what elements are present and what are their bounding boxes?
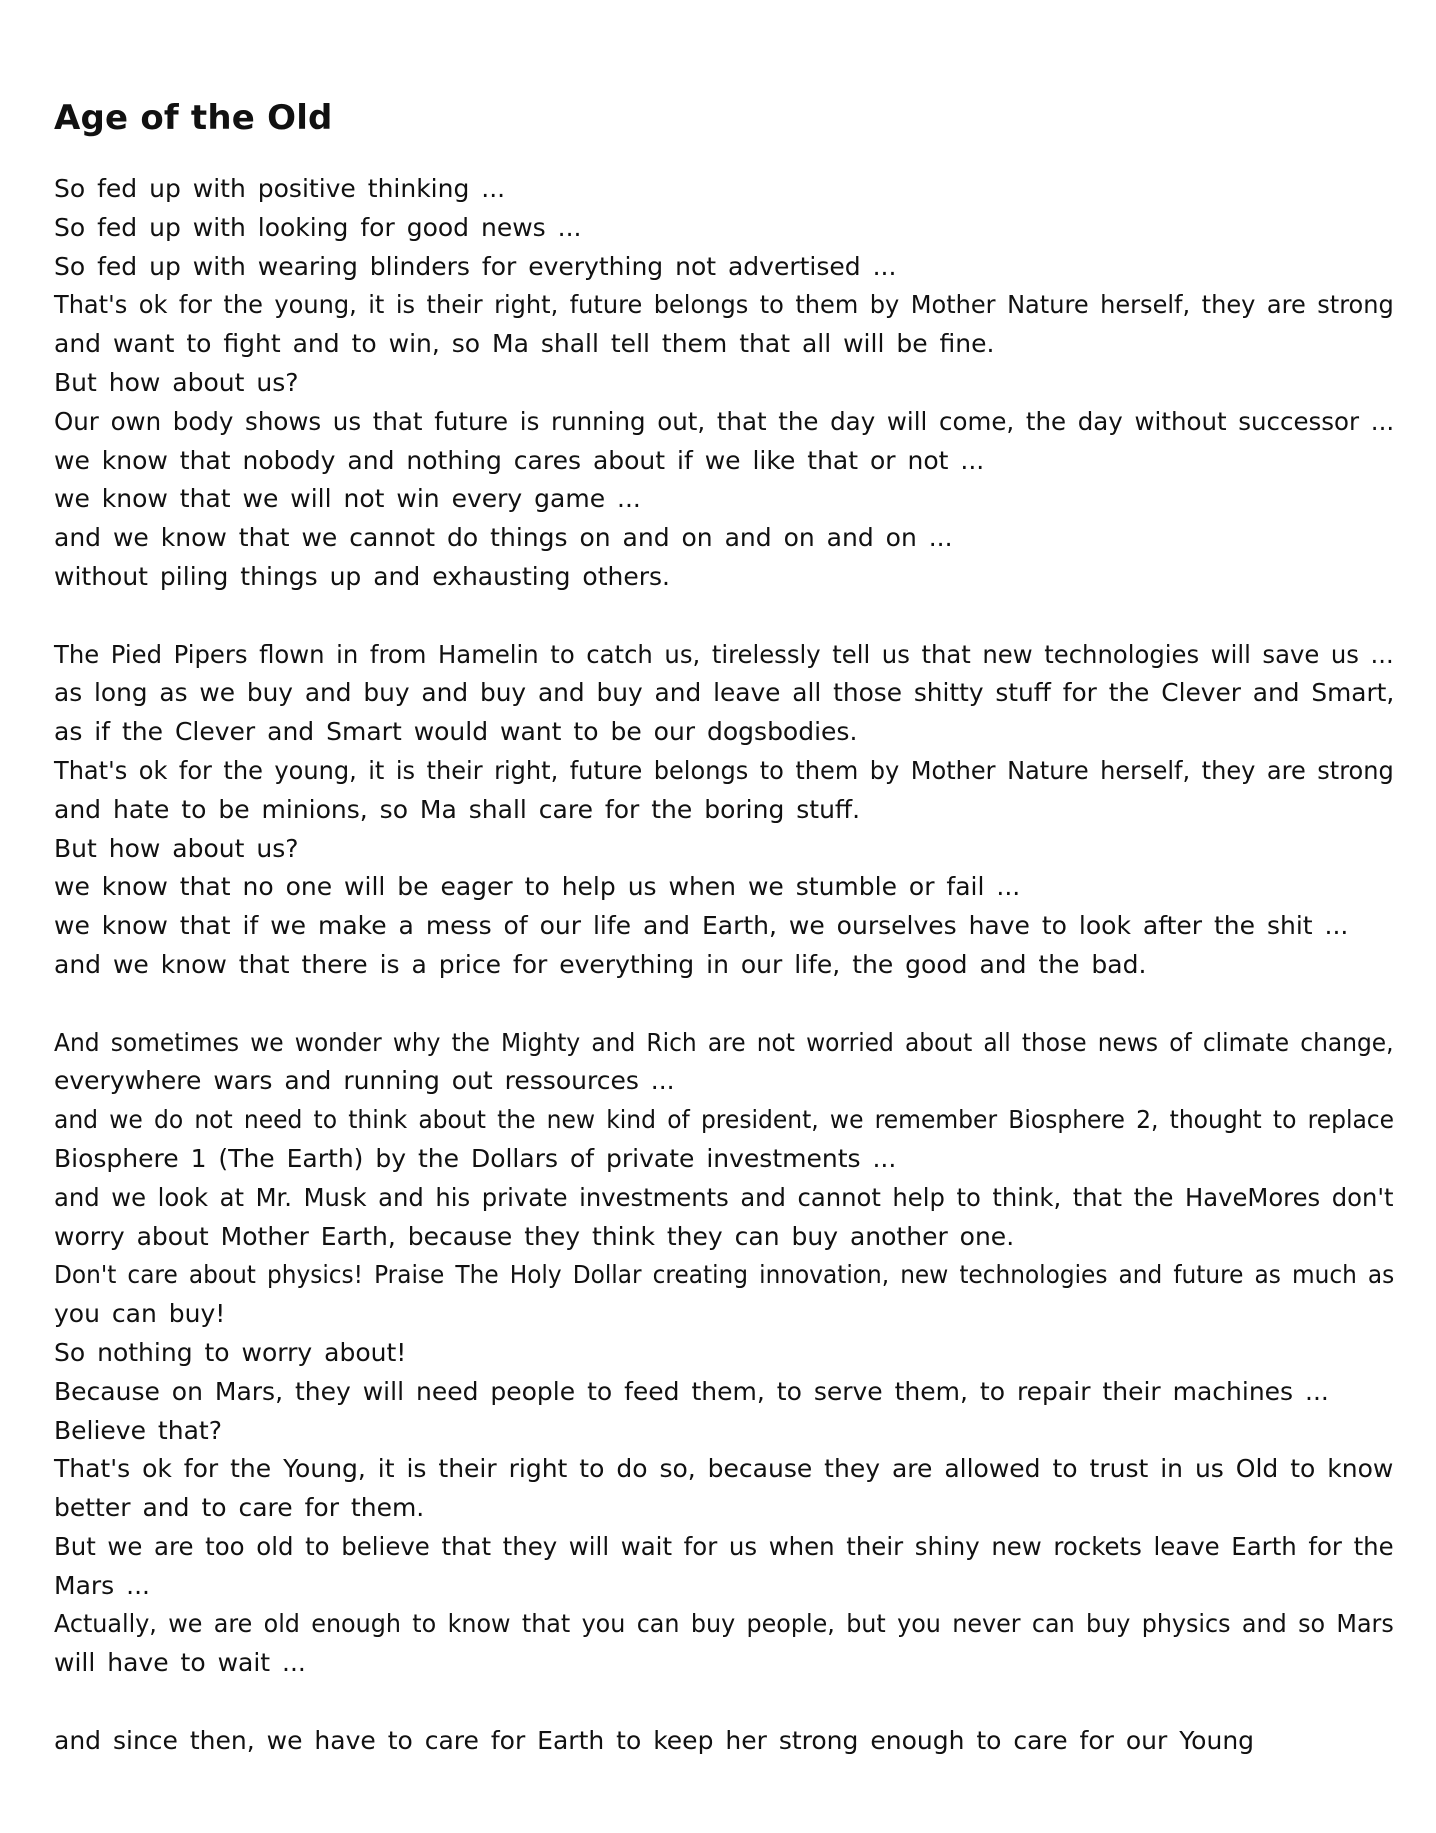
text-line: will have to wait ... [54,1648,306,1678]
text-line: as if the Clever and Smart would want to be our dogsbodies. [54,717,858,747]
text-line: Actually, we are old enough to know that you can buy people, but you never can buy physics and so Mars [54,1609,1394,1639]
text-line: and want to fight and to win, so Ma shall tell them that all will be fine. [54,329,995,359]
text-line: and hate to be minions, so Ma shall care for the boring stuff. [54,794,861,824]
text-line: Our own body shows us that future is running out, that the day will come, the day without successor ... [54,406,1395,436]
text-line: and since then, we have to care for Earth to keep her strong enough to care for our Young [54,1725,1255,1755]
blank-line [54,1683,1394,1722]
text-line: we know that if we make a mess of our life and Earth, we ourselves have to look after the shit ... [54,911,1349,941]
text-line: Don't care about physics! Praise The Holy Dollar creating innovation, new technologies and future as much as [54,1260,1395,1290]
blank-line [54,985,1394,1024]
text-line: So fed up with positive thinking ... [54,174,506,203]
text-line: Mars ... [54,1570,150,1600]
text-line: you can buy! [54,1299,226,1329]
text-line: everywhere wars and running out ressources ... [54,1066,675,1096]
text-line: worry about Mother Earth, because they think they can buy another one. [54,1221,1015,1251]
text-line: But we are too old to believe that they will wait for us when their shiny new rockets leave Earth for the [54,1531,1394,1561]
text-line: we know that nobody and nothing cares about if we like that or not ... [54,445,985,475]
text-line: So nothing to worry about! [54,1337,407,1367]
text-line: Because on Mars, they will need people to feed them, to serve them, to repair their machines ... [54,1376,1329,1406]
text-line: better and to care for them. [54,1493,425,1523]
text-line: and we do not need to think about the new kind of president, we remember Biosphere 2, thought to replace [54,1105,1395,1135]
text-line: we know that no one will be eager to help us when we stumble or fail ... [54,872,1021,902]
text-line: we know that we will not win every game ... [54,484,641,514]
text-line: And sometimes we wonder why the Mighty and Rich are not worried about all those news of climate change, [54,1027,1394,1057]
blank-line [54,597,1394,636]
text-line: Believe that? [54,1415,222,1445]
text-line: and we know that there is a price for everything in our life, the good and the bad. [54,949,1147,979]
text-line: That's ok for the young, it is their right, future belongs to them by Mother Nature herself, they are strong [54,755,1394,785]
text-line: Biosphere 1 (The Earth) by the Dollars of private investments ... [54,1143,897,1173]
text-line: So fed up with wearing blinders for everything not advertised ... [54,251,897,281]
document-title: Age of the Old [54,98,333,138]
text-line: That's ok for the young, it is their right, future belongs to them by Mother Nature herself, they are strong [54,290,1394,320]
document-body [54,170,1394,1761]
text-line: But how about us? [54,833,299,863]
text-line: and we know that we cannot do things on and on and on and on ... [54,523,953,553]
text-line: without piling things up and exhausting others. [54,561,670,591]
text-line: So fed up with looking for good news ... [54,212,582,242]
text-line: The Pied Pipers flown in from Hamelin to catch us, tirelessly tell us that new technologies will save us ... [54,639,1394,669]
text-line: But how about us? [54,367,299,397]
text-line: That's ok for the Young, it is their right to do so, because they are allowed to trust in us Old to know [54,1454,1394,1484]
text-line: as long as we buy and buy and buy and buy and leave all those shitty stuff for the Clever and Smart, [54,678,1395,708]
text-line: and we look at Mr. Musk and his private investments and cannot help to think, that the HaveMores don't [54,1182,1394,1212]
document-page [54,96,1394,1761]
